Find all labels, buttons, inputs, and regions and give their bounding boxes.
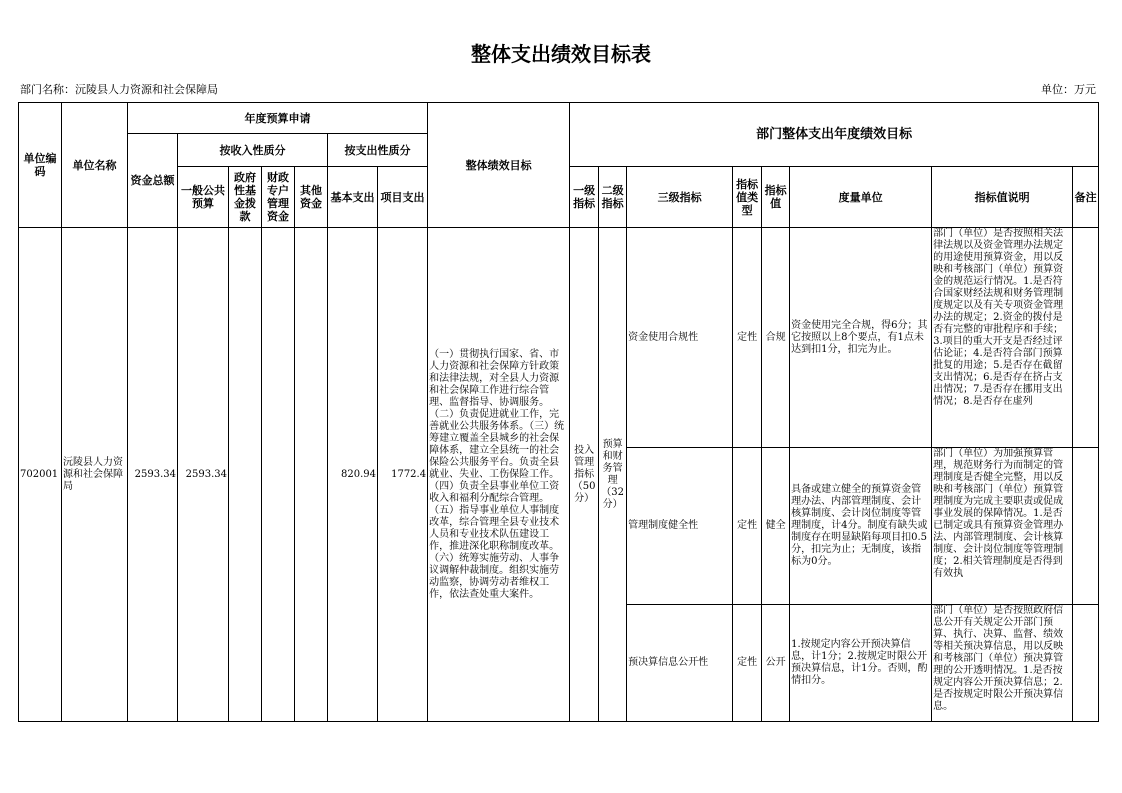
- other-funds-cell: [295, 228, 328, 722]
- table-row: [19, 228, 1099, 448]
- header-total-funds: 资金总额: [128, 134, 178, 228]
- header-overall-goal: 整体绩效目标: [428, 103, 570, 228]
- measure-unit-cell: 具备或建立健全的预算资金管理办法、内部管理制度、会计核算制度、会计岗位制度等管理制度，计4分。制度有缺失或制度存在明显缺陷每项目扣0.5分，扣完为止；无制度，该指标为0分。: [790, 448, 932, 605]
- header-level3: 三级指标: [627, 167, 733, 228]
- header-gov-fund: 政府性基金拨款: [229, 167, 262, 228]
- fiscal-special-cell: [262, 228, 295, 722]
- header-level1: 一级指标: [570, 167, 599, 228]
- header-other-funds: 其他资金: [295, 167, 328, 228]
- header-fiscal-special: 财政专户管理资金: [262, 167, 295, 228]
- currency-unit: 单位：万元: [1041, 83, 1096, 96]
- project-expense-cell: 1772.4: [378, 228, 428, 722]
- header-dept-goal: 部门整体支出年度绩效目标: [570, 103, 1099, 167]
- unit-name-cell: 沅陵县人力资源和社会保障局: [62, 228, 128, 722]
- value-cell: 健全: [762, 448, 790, 605]
- header-value-type: 指标值类型: [733, 167, 762, 228]
- unit-code-cell: 702001: [19, 228, 62, 722]
- measure-unit-cell: 1.按规定内容公开预决算信息，计1分；2.按规定时限公开预决算信息，计1分。否则，酌情扣分。: [790, 605, 932, 722]
- total-funds-cell: 2593.34: [128, 228, 178, 722]
- level2-cell: 预算和财务管理（32分）: [599, 228, 627, 722]
- remark-cell: [1073, 448, 1099, 605]
- value-type-cell: 定性: [733, 448, 762, 605]
- header-remark: 备注: [1073, 167, 1099, 228]
- header-unit-name: 单位名称: [62, 103, 128, 228]
- header-by-expense: 按支出性质分: [328, 134, 428, 167]
- level3-cell: 资金使用合规性: [627, 228, 733, 448]
- header-project-expense: 项目支出: [378, 167, 428, 228]
- value-type-cell: 定性: [733, 228, 762, 448]
- level1-cell: 投入管理指标（50分）: [570, 228, 599, 722]
- level3-cell: 预决算信息公开性: [627, 605, 733, 722]
- header-annual-budget: 年度预算申请: [128, 103, 428, 134]
- header-value: 指标值: [762, 167, 790, 228]
- measure-unit-cell: 资金使用完全合规，得6分；其它按照以上8个要点，有1点未达到扣1分，扣完为止。: [790, 228, 932, 448]
- value-desc-cell: 部门（单位）是否按照政府信息公开有关规定公开部门预算、执行、决算、监督、绩效等相关预决算信息，用以反映和考核部门（单位）预决算管理的公开透明情况。1.是否按规定内容公开预决算信息；2.是否按规定时限公开预决算信息。: [933, 605, 1064, 712]
- header-basic-expense: 基本支出: [328, 167, 378, 228]
- header-unit-code: 单位编码: [19, 103, 62, 228]
- general-budget-cell: 2593.34: [178, 228, 229, 722]
- page-title: 整体支出绩效目标表: [471, 42, 651, 66]
- performance-table: [18, 102, 1099, 722]
- gov-fund-cell: [229, 228, 262, 722]
- department-name: 部门名称：沅陵县人力资源和社会保障局: [20, 83, 218, 96]
- remark-cell: [1073, 605, 1099, 722]
- header-by-income: 按收入性质分: [178, 134, 328, 167]
- header-value-desc: 指标值说明: [932, 167, 1073, 228]
- remark-cell: [1073, 228, 1099, 448]
- value-type-cell: 定性: [733, 605, 762, 722]
- header-measure-unit: 度量单位: [790, 167, 932, 228]
- value-desc-cell: 部门（单位）是否按照相关法律法规以及资金管理办法规定的用途使用预算资金，用以反映和考核部门（单位）预算资金的规范运行情况。1.是否符合国家财经法规和财务管理制度规定以及有关专项资金管理办法的规定；2.资金的拨付是否有完整的审批程序和手续；3.项目的重大开支是否经过评估论证；4.是否符合部门预算批复的用途；5.是否存在截留支出情况；6.是否存在挤占支出情况；7.是否存在挪用支出情况；8.是否存在虚列: [933, 228, 1064, 407]
- overall-goal-cell: （一）贯彻执行国家、省、市人力资源和社会保障方针政策和法律法规，对全县人力资源和社会保障工作进行综合管理、监督指导、协调服务。（二）负责促进就业工作，完善就业公共服务体系。（三）统筹建立覆盖全县城乡的社会保障体系，建立全县统一的社会保险公共服务平台。负责全县就业、失业、工伤保险工作。（四）负责全县事业单位工资收入和福利分配综合管理。（五）指导事业单位人事制度改革，综合管理全县专业技术人员和专业技术队伍建设工作，推进深化职称制度改革。（六）统筹实施劳动、人事争议调解仲裁制度。组织实施劳动监察，协调劳动者维权工作，依法查处重大案件。: [428, 228, 570, 722]
- value-desc-cell: 部门（单位）为加强预算管理，规范财务行为而制定的管理制度是否健全完整，用以反映和考核部门（单位）预算管理制度为完成主要职责或促成事业发展的保障情况。1.是否已制定或具有预算资金管理办法、内部管理制度、会计核算制度、会计岗位制度等管理制度；2.相关管理制度是否得到有效执: [933, 448, 1064, 579]
- value-cell: 公开: [762, 605, 790, 722]
- header-level2: 二级指标: [599, 167, 627, 228]
- basic-expense-cell: 820.94: [328, 228, 378, 722]
- value-cell: 合规: [762, 228, 790, 448]
- header-general-budget: 一般公共预算: [178, 167, 229, 228]
- level3-cell: 管理制度健全性: [627, 448, 733, 605]
